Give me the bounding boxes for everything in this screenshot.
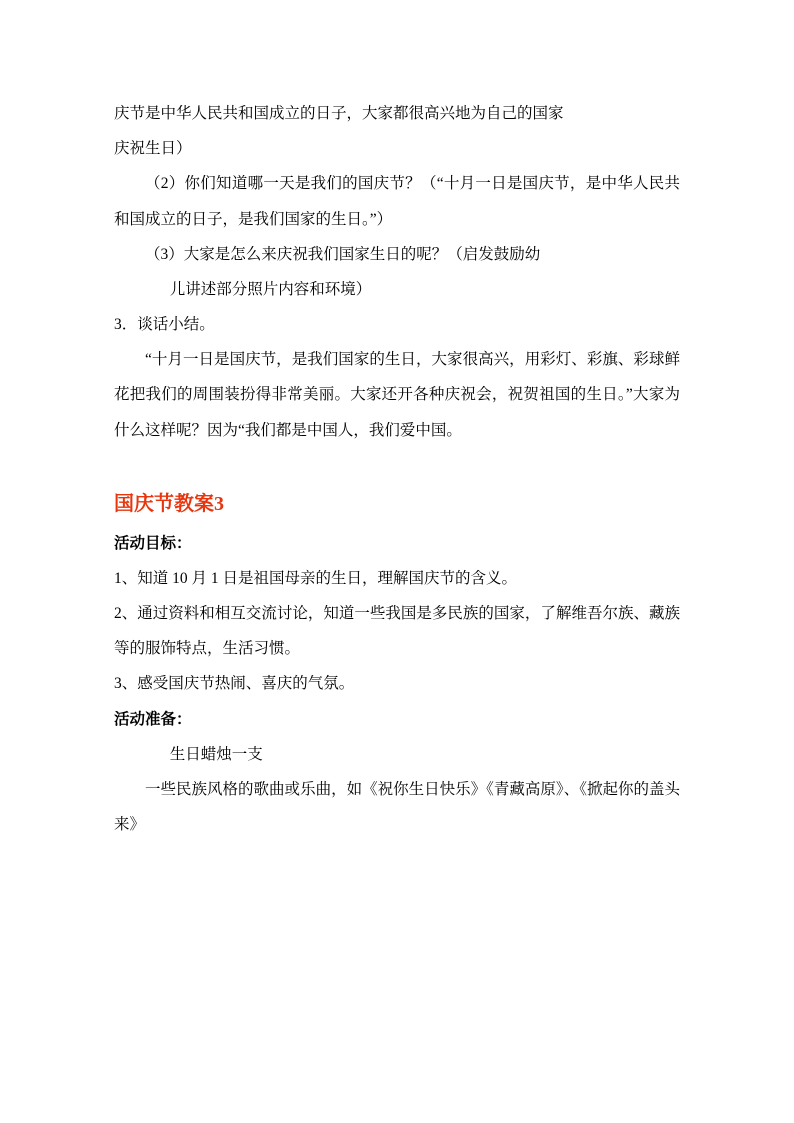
section-heading: 国庆节教案3 — [114, 492, 224, 515]
activity-goal-item-2: 2、通过资料和相互交流讨论，知道一些我国是多民族的国家，了解维吾尔族、藏族等的服饰特点，生活习惯。 — [114, 605, 680, 658]
activity-prep-label: 活动准备： — [114, 710, 192, 728]
activity-prep-item-2: 一些民族风格的歌曲或乐曲，如《祝你生日快乐》《青藏高原》、《掀起你的盖头来》 — [114, 780, 680, 834]
paragraph-question-3-continued: 儿讲述部分照片内容和环境） — [169, 280, 372, 298]
paragraph-question-3: （3）大家是怎么来庆祝我们国家生日的呢？（启发鼓励幼 — [145, 245, 541, 263]
paragraph-line-2: 庆祝生日） — [114, 140, 192, 158]
activity-goal-label: 活动目标： — [114, 534, 192, 552]
activity-goal-item-1: 1、知道 10 月 1 日是祖国母亲的生日，理解国庆节的含义。 — [114, 569, 518, 587]
paragraph-line-1: 庆节是中华人民共和国成立的日子，大家都很高兴地为自己的国家 — [114, 105, 564, 122]
activity-prep-item-1: 生日蜡烛一支 — [169, 745, 263, 763]
paragraph-summary-heading: 3．谈话小结。 — [114, 316, 215, 334]
paragraph-question-2: （2）你们知道哪一天是我们的国庆节？（“十月一日是国庆节，是中华人民共和国成立的日子，是我们国家的生日。”） — [114, 175, 680, 228]
activity-goal-item-3: 3、感受国庆节热闹、喜庆的气氛。 — [114, 675, 355, 693]
document-body — [114, 96, 680, 842]
paragraph-summary-body: “十月一日是国庆节，是我们国家的生日，大家很高兴，用彩灯、彩旗、彩球鲜花把我们的周围装扮得非常美丽。大家还开各种庆祝会，祝贺祖国的生日。”大家为什么这样呢？因为“我们都是中国人，我们爱中国。 — [114, 351, 680, 439]
